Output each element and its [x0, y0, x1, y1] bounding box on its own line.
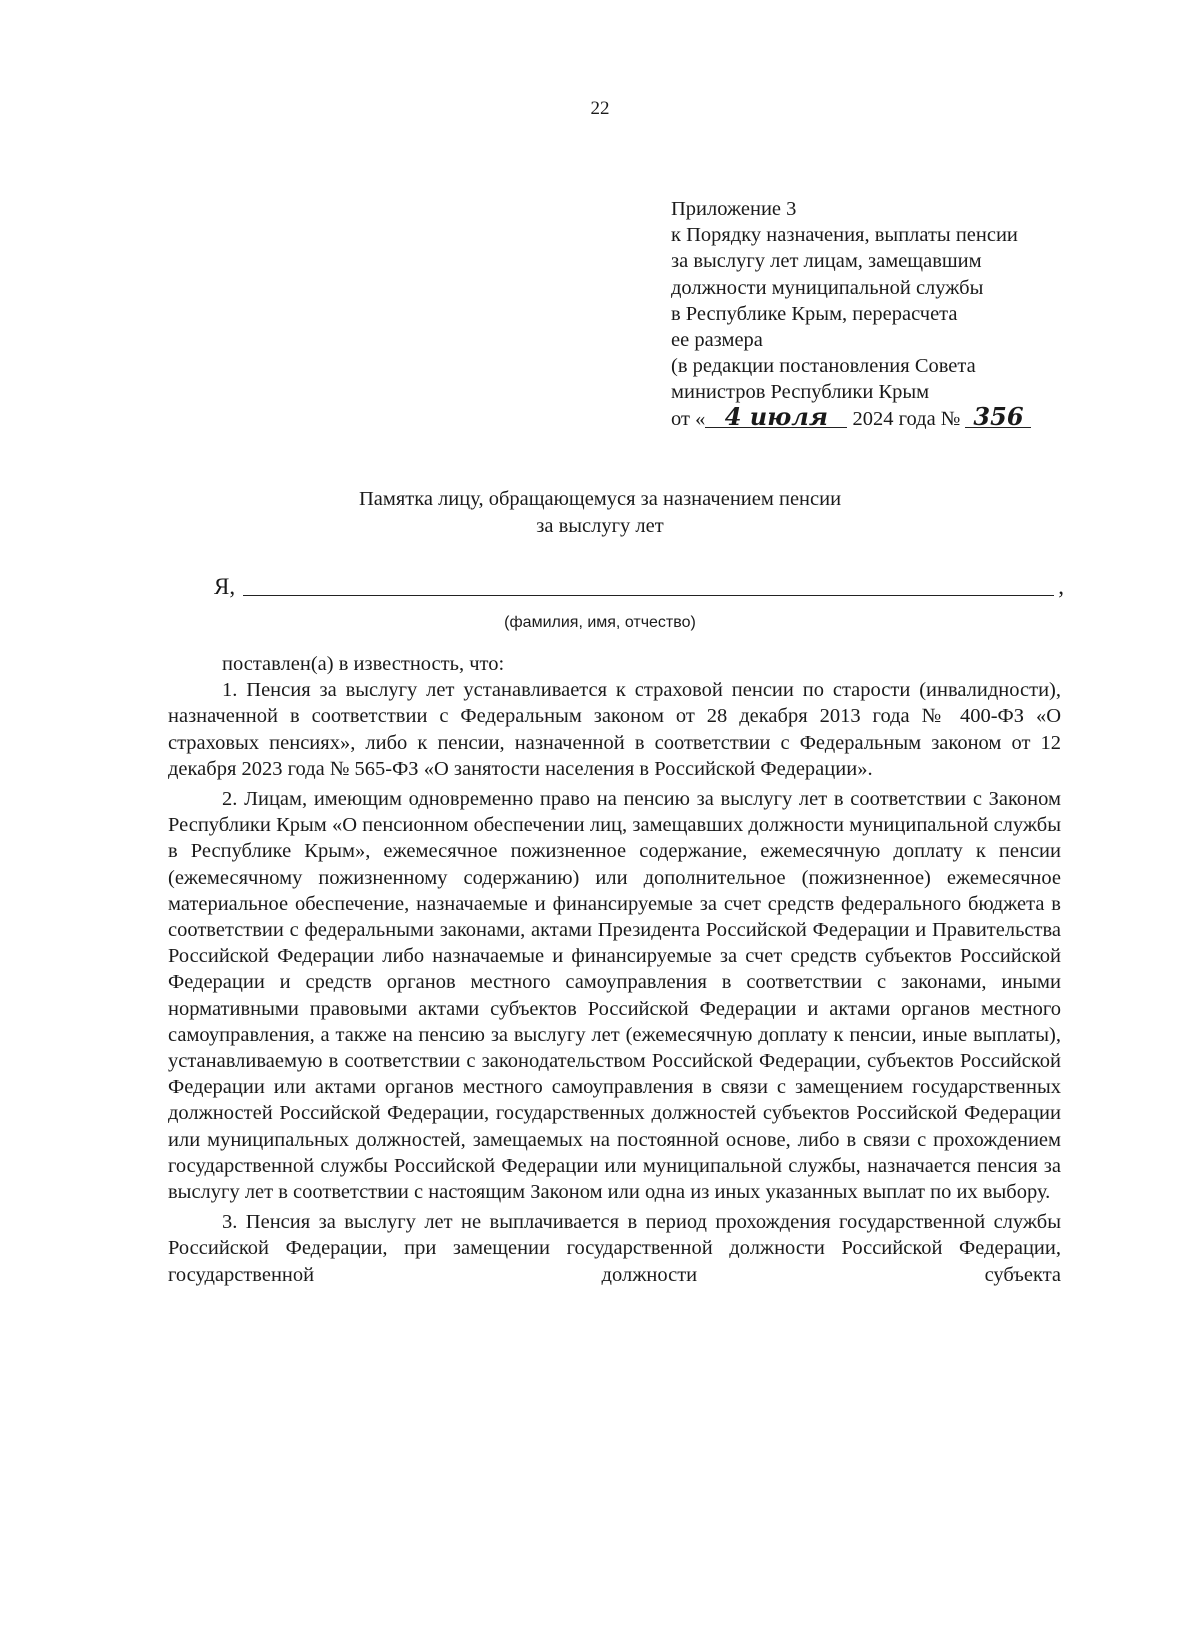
appendix-line: министров Республики Крым — [671, 381, 930, 404]
fio-caption: (фамилия, имя, отчество) — [504, 614, 696, 631]
appendix-line: должности муниципальной службы — [671, 276, 984, 299]
appendix-line: ее размера — [671, 329, 763, 352]
handwritten-date: 4 июля — [705, 407, 847, 428]
paragraph-3: 3. Пенсия за выслугу лет не выплачивается в период прохождения государственной службы Российской Федерации, при замещении государственной должности Российской Федерации, государственной должности субъекта — [168, 1211, 1061, 1286]
appendix-header — [671, 196, 1091, 432]
handwritten-number: 356 — [965, 407, 1031, 428]
date-year: 2024 года № — [852, 407, 961, 430]
appendix-line: в Республике Крым, перерасчета — [671, 302, 958, 325]
title-line-1: Памятка лицу, обращающемуся за назначением пенсии — [358, 488, 842, 510]
fio-blank-line — [243, 573, 1054, 596]
document-body — [168, 651, 1061, 1288]
page-number: 22 — [590, 98, 610, 119]
appendix-line: к Порядку назначения, выплаты пенсии — [671, 224, 1018, 247]
appendix-line: за выслугу лет лицам, замещавшим — [671, 250, 982, 273]
appendix-line: Приложение 3 — [671, 198, 797, 220]
document-title — [0, 486, 1200, 540]
title-line-2: за выслугу лет — [536, 515, 664, 537]
appendix-line: (в редакции постановления Совета — [671, 355, 976, 378]
paragraph-2: 2. Лицам, имеющим одновременно право на пенсию за выслугу лет в соответствии с Законом Республики Крым «О пенсионном обеспечении лиц, замещавших должности муниципальной службы в Республике Крым», ежемесячное пожизненное содержание, ежемесячную доплату к пенсии (ежемесячному пожизненному содержанию) или дополнительное (пожизненное) ежемесячное материальное обеспечение, назначаемые и финансируемые за счет средств федерального бюджета в соответствии с федеральными законами, актами Президента Российской Федерации и Правительства Российской Федерации либо назначаемые и финансируемые за счет средств субъектов Российской Федерации и средств органов местного самоуправления в соответствии с законами, иными нормативными правовыми актами субъектов Российской Федерации и актами органов местного самоуправления, а также на пенсию за выслугу лет (ежемесячную доплату к пенсии, иные выплаты), устанавливаемую в соответствии с законодательством Российской Федерации, субъектов Российской Федерации или актами органов местного самоуправления в связи с замещением государственных должностей Российской Федерации, государственных должностей субъектов Российской Федерации или муниципальных должностей, замещаемых на постоянной основе, либо в связи с прохождением государственной службы Российской Федерации или муниципальной службы, назначается пенсия за выслугу лет в соответствии с настоящим Законом или одна из иных указанных выплат по их выбору. — [168, 788, 1061, 1204]
appendix-date-line — [671, 401, 1031, 431]
fio-field-row — [214, 573, 1064, 600]
fio-suffix: , — [1058, 574, 1064, 599]
date-prefix: от « — [671, 407, 706, 430]
fio-prefix: Я, — [214, 574, 236, 599]
paragraph-1: 1. Пенсия за выслугу лет устанавливается к страховой пенсии по старости (инвалидности), назначенной в соответствии с Федеральным законом от 28 декабря 2013 года № 400-ФЗ «О страховых пенсиях», либо к пенсии, назначенной в соответствии с Федеральным законом от 12 декабря 2023 года № 565-ФЗ «О занятости населения в Российской Федерации». — [168, 679, 1061, 780]
body-lead: поставлен(а) в известность, что: — [222, 653, 505, 675]
